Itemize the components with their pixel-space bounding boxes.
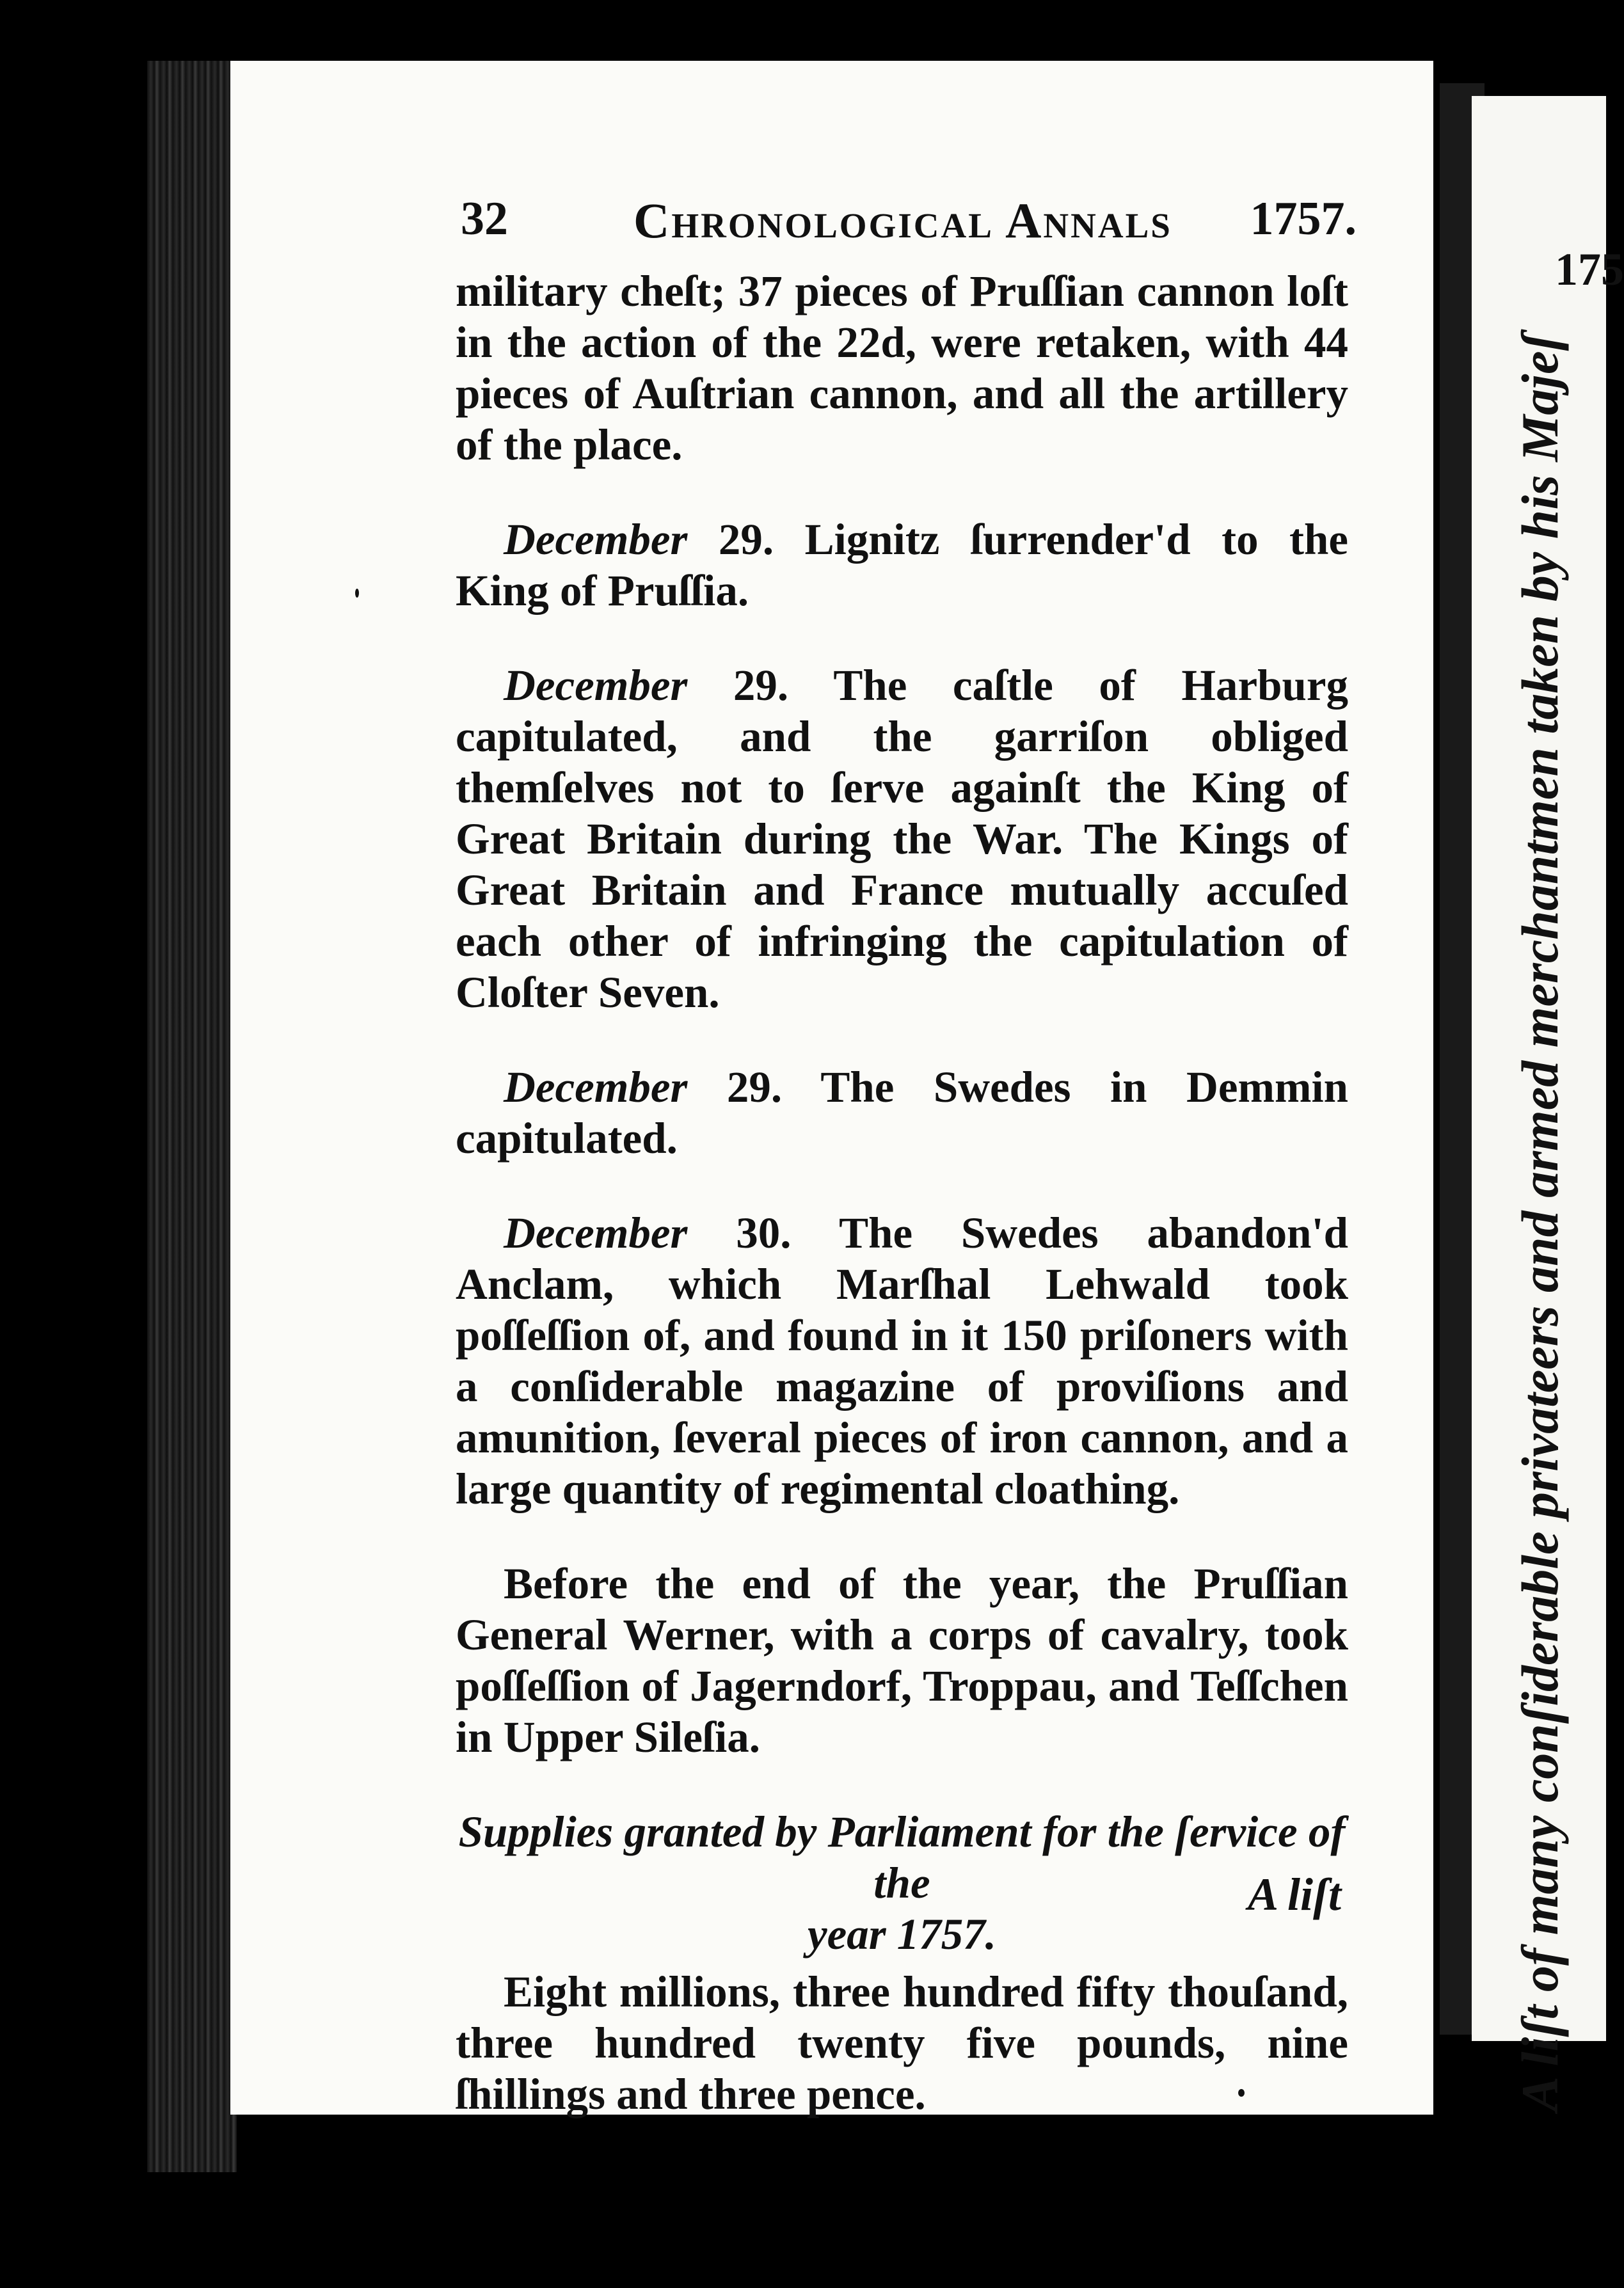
entry-day: 30.: [736, 1209, 792, 1257]
book-gutter: [147, 61, 237, 2172]
entry-day: 29.: [733, 661, 789, 710]
page-body: [456, 266, 1348, 2163]
next-page-number: 175: [1555, 244, 1624, 295]
supplies-heading-line2: year 1757.: [807, 1910, 997, 1958]
entry-paragraph: [456, 1207, 1348, 1514]
entry-text: The Swedes in Demmin capitulated.: [456, 1063, 1348, 1163]
entry-paragraph: [456, 514, 1348, 616]
paragraph: Before the end of the year, the Pruſſian General Werner, with a corps of cavalry, took poſſeſſion of Jagerndorf, Troppau, and Teſſchen in Upper Sileſia.: [456, 1559, 1348, 1761]
paragraph-continuation: military cheſt; 37 pieces of Pruſſian cannon loſt in the action of the 22d, were retaken, with 44 pieces of Auſtrian cannon, and all the artillery of the place.: [456, 267, 1348, 469]
entry-date: December: [504, 1209, 688, 1257]
entry-text: The caſtle of Harburg capitulated, and the garriſon obliged themſelves not to ſerve againſt the King of Great Britain during the War. The Kings of Great Britain and France mutually accuſed each other of infringing the capitulation of Cloſter Seven.: [456, 661, 1348, 1017]
running-header: [461, 192, 1357, 262]
running-title: Chronological Annals: [633, 193, 1172, 248]
supplies-heading: [456, 1806, 1348, 1960]
entry-text: Lignitz ſurrender'd to the King of Pruſſia.: [456, 515, 1349, 615]
entry-paragraph: [456, 1061, 1348, 1164]
entry-date: December: [504, 515, 688, 564]
header-year: 1757.: [1250, 193, 1357, 245]
entry-paragraph: [456, 660, 1348, 1018]
entry-day: 29.: [726, 1063, 783, 1111]
catchword: A liſt: [1248, 1869, 1342, 1920]
supplies-heading-line1: Supplies granted by Parliament for the ſervice of the: [458, 1807, 1346, 1907]
entry-date: December: [504, 1063, 688, 1111]
page-number: 32: [461, 193, 508, 245]
supplies-text: Eight millions, three hundred fifty thouſand, three hundred twenty five pounds, nine ſhillings and three pence.: [456, 1967, 1348, 2118]
next-page-rotated-text: A liſt of many conſiderable privateers and armed merchantmen taken by his Majeſ: [1511, 333, 1569, 2111]
ink-speck: [1238, 2089, 1245, 2097]
entry-day: 29.: [718, 515, 774, 564]
entry-date: December: [504, 661, 688, 710]
entry-text: The Swedes abandon'd Anclam, which Marſhal Lehwald took poſſeſſion of, and found in it 150 priſoners with a conſiderable magazine of proviſions and amunition, ſeveral pieces of iron cannon, and a large quantity of regimental cloathing.: [456, 1209, 1348, 1513]
ink-speck: [355, 589, 359, 598]
